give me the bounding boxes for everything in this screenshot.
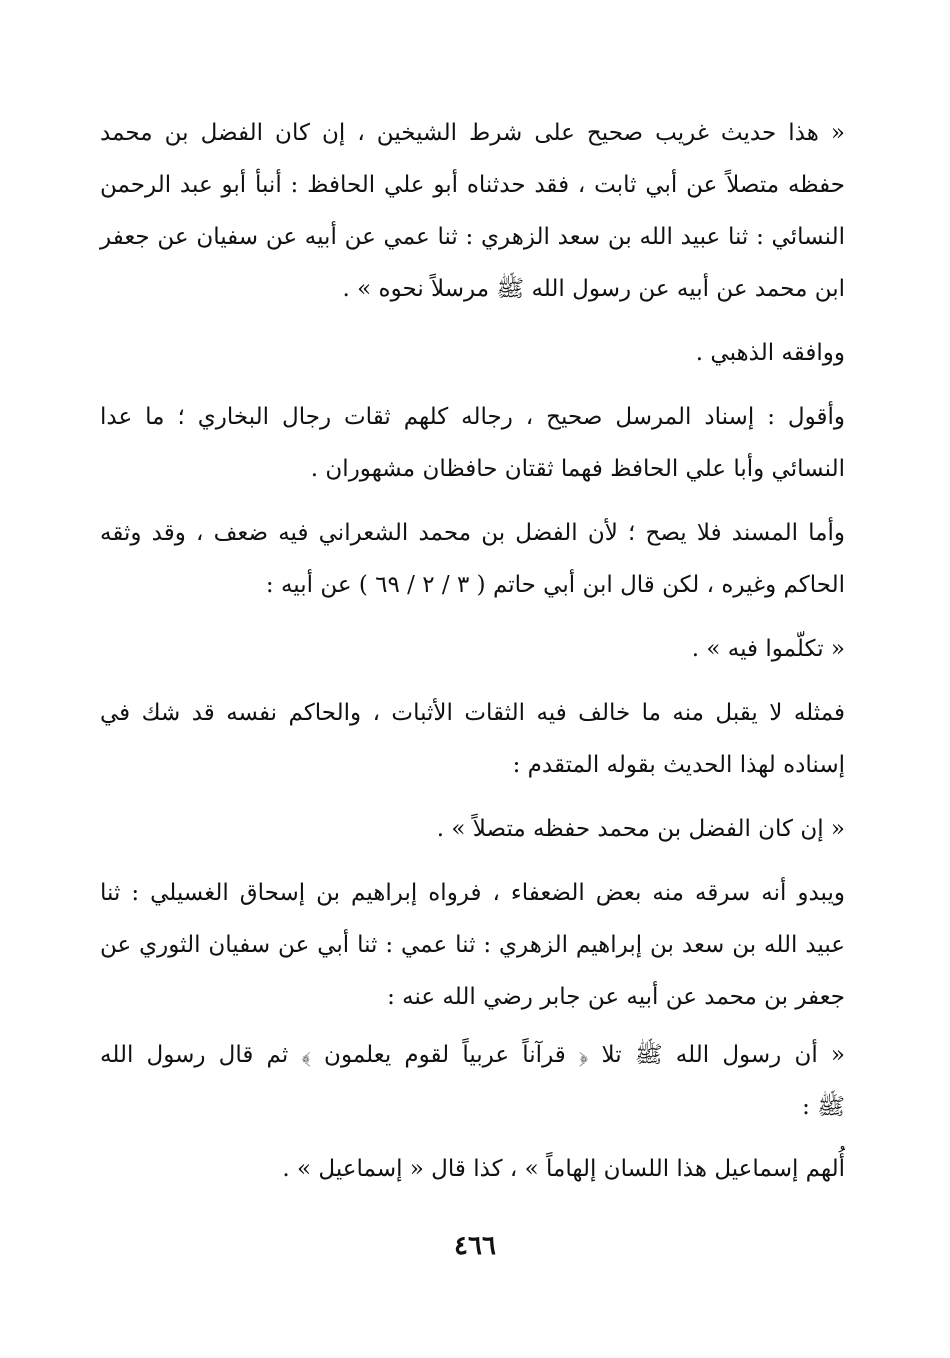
text-line: ﷺ : — [802, 1094, 845, 1120]
text-line: « إن كان الفضل بن محمد حفظه متصلاً » . — [436, 816, 845, 842]
text-line: عبيد الله بن سعد بن إبراهيم الزهري : ثنا عمي : ثنا أبي عن سفيان الثوري عن — [100, 932, 845, 958]
text-line: جعفر بن محمد عن أبيه عن جابر رضي الله عنه : — [387, 984, 845, 1010]
text-line: « تكلّموا فيه » . — [691, 636, 845, 662]
page-number: ٤٦٦ — [454, 1231, 496, 1261]
text-line: « هذا حديث غريب صحيح على شرط الشيخين ، إن كان الفضل بن محمد — [100, 120, 845, 146]
text-line: ويبدو أنه سرقه منه بعض الضعفاء ، فرواه إبراهيم بن إسحاق الغسيلي : ثنا — [100, 880, 845, 906]
text-line: حفظه متصلاً عن أبي ثابت ، فقد حدثناه أبو علي الحافظ : أنبأ أبو عبد الرحمن — [100, 172, 845, 198]
text-line: فمثله لا يقبل منه ما خالف فيه الثقات الأثبات ، والحاكم نفسه قد شك في — [100, 700, 845, 726]
text-line: أُلهم إسماعيل هذا اللسان إلهاماً » ، كذا قال « إسماعيل » . — [282, 1156, 845, 1182]
text-line: النسائي وأبا علي الحافظ فهما ثقتان حافظان مشهوران . — [310, 456, 845, 482]
text-line: ووافقه الذهبي . — [695, 340, 845, 366]
text-line: وأما المسند فلا يصح ؛ لأن الفضل بن محمد الشعراني فيه ضعف ، وقد وثقه — [100, 520, 845, 546]
text-line: الحاكم وغيره ، لكن قال ابن أبي حاتم ( ٣ / ٢ / ٦٩ ) عن أبيه : — [265, 572, 845, 598]
text-line: النسائي : ثنا عبيد الله بن سعد الزهري : ثنا عمي عن أبيه عن سفيان عن جعفر — [100, 224, 845, 250]
text-line: وأقول : إسناد المرسل صحيح ، رجاله كلهم ثقات رجال البخاري ؛ ما عدا — [100, 404, 845, 430]
text-line: « أن رسول الله ﷺ تلا ﴿ قرآناً عربياً لقوم يعلمون ﴾ ثم قال رسول الله — [100, 1042, 845, 1068]
text-line: إسناده لهذا الحديث بقوله المتقدم : — [512, 752, 845, 778]
text-line: ابن محمد عن أبيه عن رسول الله ﷺ مرسلاً نحوه » . — [342, 276, 845, 302]
